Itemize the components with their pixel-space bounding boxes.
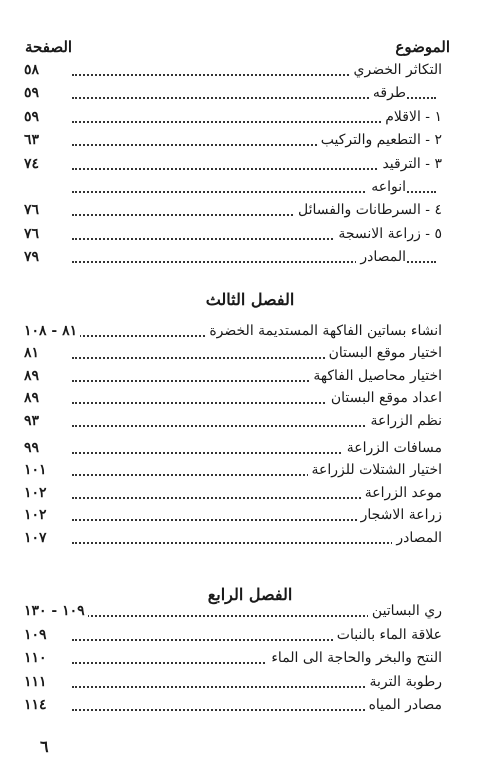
toc-entry — [0, 109, 500, 129]
entry-page-number: ١١١ — [24, 674, 50, 690]
entry-title: اختيار الشتلات للزراعة — [308, 462, 442, 478]
entry-page-number: ١٠٢ — [24, 485, 50, 501]
toc-entry — [0, 440, 500, 460]
entry-page-number: ٧٩ — [24, 249, 42, 265]
entry-title: طرقه — [369, 85, 406, 101]
page-column-heading: الصفحة — [25, 38, 73, 56]
entry-title: انواعه — [367, 179, 406, 195]
entry-title: اعداد موقع البستان — [327, 390, 442, 406]
entry-page-number: ٩٣ — [24, 413, 42, 429]
toc-entry — [0, 179, 500, 199]
entry-page-number: ١٠٩ - ١٣٠ — [24, 603, 88, 619]
toc-entry — [0, 413, 500, 433]
entry-page-number: ١١٠ — [24, 650, 50, 666]
entry-title: رطوبة التربة — [366, 674, 443, 690]
entry-page-number: ٦٣ — [24, 132, 42, 148]
entry-title: انشاء بساتين الفاكهة المستديمة الخضرة — [205, 323, 442, 339]
entry-title: ٣ - الترقيد — [378, 156, 442, 172]
entry-title: زراعة الاشجار — [357, 507, 442, 523]
entry-page-number: ٥٨ — [24, 62, 42, 78]
entry-title: مصادر المياه — [365, 697, 442, 713]
entry-title: المصادر — [392, 530, 442, 546]
dot-leader — [72, 542, 436, 544]
entry-title: مسافات الزراعة — [343, 440, 442, 456]
entry-page-number: ١١٤ — [24, 697, 50, 713]
toc-entry — [0, 85, 500, 105]
entry-page-number: ١٠٧ — [24, 530, 50, 546]
entry-title: علاقة الماء بالنبات — [333, 627, 442, 643]
toc-entry — [0, 507, 500, 527]
toc-header — [0, 38, 500, 58]
chapter-title: الفصل الرابع — [207, 585, 293, 604]
entry-page-number: ١٠٢ — [24, 507, 50, 523]
entry-page-number: ٨١ — [24, 345, 42, 361]
toc-entry — [0, 462, 500, 482]
toc-entry — [0, 485, 500, 505]
entry-title: ٤ - السرطانات والفسائل — [294, 202, 442, 218]
toc-entry — [0, 226, 500, 246]
toc-entry — [0, 368, 500, 388]
entry-page-number: ٨١ - ١٠٨ — [24, 323, 80, 339]
toc-entry — [0, 345, 500, 365]
entry-page-number: ١٠٩ — [24, 627, 50, 643]
entry-page-number: ٧٦ — [24, 202, 42, 218]
entry-title: ٥ - زراعة الانسجة — [334, 226, 442, 242]
toc-entry — [0, 697, 500, 717]
entry-title: المصادر — [356, 249, 406, 265]
entry-title: ١ - الاقلام — [381, 109, 442, 125]
entry-page-number: ٨٩ — [24, 390, 42, 406]
entry-page-number: ٧٤ — [24, 156, 42, 172]
chapter-title: الفصل الثالث — [205, 290, 295, 309]
toc-entry — [0, 390, 500, 410]
toc-entry — [0, 650, 500, 670]
entry-title: ٢ - التطعيم والتركيب — [317, 132, 442, 148]
toc-entry — [0, 62, 500, 82]
toc-entry — [0, 202, 500, 222]
entry-page-number: ٧٦ — [24, 226, 42, 242]
entry-title: اختيار موقع البستان — [325, 345, 442, 361]
toc-entry — [0, 674, 500, 694]
entry-page-number: ١٠١ — [24, 462, 50, 478]
entry-title: ري البساتين — [368, 603, 442, 619]
page-number: ٦ — [40, 737, 49, 756]
entry-page-number: ٩٩ — [24, 440, 42, 456]
toc-entry — [0, 132, 500, 152]
toc-entry — [0, 530, 500, 550]
toc-entry — [0, 156, 500, 176]
entry-page-number: ٨٩ — [24, 368, 42, 384]
toc-entry — [0, 603, 500, 623]
entry-title: التكاثر الخضري — [350, 62, 442, 78]
entry-title: النتح والبخر والحاجة الى الماء — [267, 650, 442, 666]
entry-title: موعد الزراعة — [361, 485, 442, 501]
topic-column-heading: الموضوع — [395, 38, 450, 56]
entry-title: اختيار محاصيل الفاكهة — [309, 368, 442, 384]
entry-page-number: ٥٩ — [24, 85, 42, 101]
toc-entry — [0, 627, 500, 647]
entry-page-number: ٥٩ — [24, 109, 42, 125]
toc-entry — [0, 323, 500, 343]
toc-entry — [0, 249, 500, 269]
entry-title: نظم الزراعة — [366, 413, 442, 429]
